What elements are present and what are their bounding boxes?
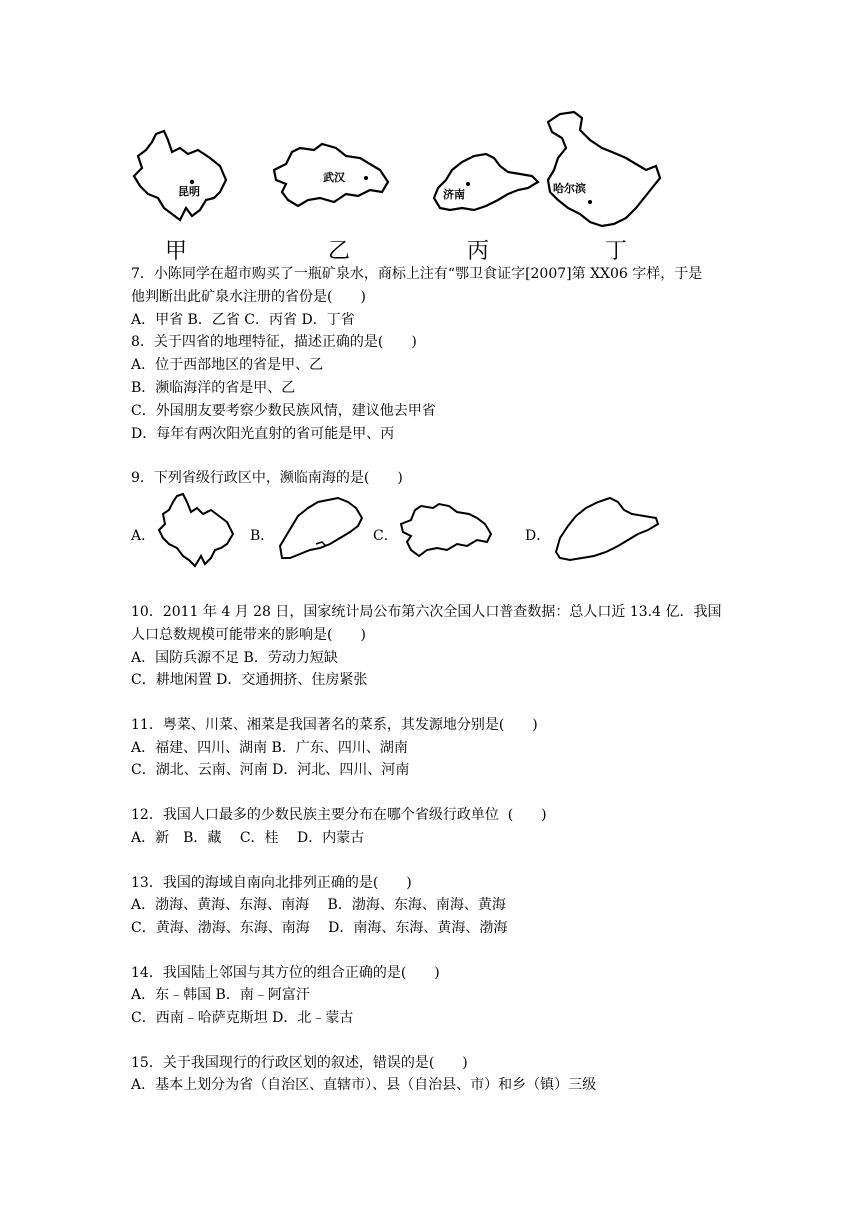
- q9-map-c-hubei: [397, 500, 495, 562]
- q14-options-ab: A．东﹣韩国 B．南﹣阿富汗: [131, 987, 310, 1003]
- q7-line2: 他判断出此矿泉水注册的省份是( ): [131, 289, 366, 305]
- shandong-map-bing: [428, 148, 543, 218]
- q9-letter-d: D．: [525, 528, 551, 544]
- map-label-jia: 甲: [165, 239, 188, 264]
- q10-options-cd: C．耕地闲置 D．交通拥挤、住房紧张: [131, 672, 368, 688]
- q7-options: A．甲省 B．乙省 C．丙省 D．丁省: [131, 312, 355, 328]
- q14-options-cd: C．西南﹣哈萨克斯坦 D．北﹣蒙古: [131, 1010, 354, 1026]
- q10-options-ab: A．国防兵源不足 B．劳动力短缺: [131, 650, 338, 666]
- map-label-ding: 丁: [605, 239, 628, 264]
- q13-options-cd: C．黄海、渤海、东海、南海 D．南海、东海、黄海、渤海: [131, 920, 508, 936]
- q9-letter-a: A．: [131, 528, 156, 544]
- q8-stem: 8．关于四省的地理特征，描述正确的是( ): [131, 334, 417, 350]
- city-label-wuhan: 武汉: [323, 171, 345, 184]
- map-label-bing: 丙: [467, 239, 490, 264]
- q13-options-ab: A．渤海、黄海、东海、南海 B．渤海、东海、南海、黄海: [131, 897, 506, 913]
- heilongjiang-map-ding: [540, 108, 665, 233]
- q10-line2: 人口总数规模可能带来的影响是( ): [131, 627, 366, 643]
- q9-map-b-guangdong: [272, 494, 367, 564]
- q12-stem: 12．我国人口最多的少数民族主要分布在哪个省级行政单位 ( ): [131, 807, 547, 823]
- q13-stem: 13．我国的海域自南向北排列正确的是( ): [131, 875, 412, 891]
- yunnan-map-jia: [128, 128, 238, 228]
- city-label-harbin: 哈尔滨: [553, 182, 586, 195]
- q12-options: A．新 B．藏 C．桂 D．内蒙古: [131, 830, 365, 846]
- q11-options-cd: C．湖北、云南、河南 D．河北、四川、河南: [131, 762, 410, 778]
- q9-letter-c: C．: [373, 528, 398, 544]
- q11-options-ab: A．福建、四川、湖南 B．广东、四川、湖南: [131, 740, 408, 756]
- q14-stem: 14．我国陆上邻国与其方位的组合正确的是( ): [131, 965, 440, 981]
- q8-option-b: B．濒临海洋的省是甲、乙: [131, 380, 296, 396]
- q9-letter-b: B．: [250, 528, 275, 544]
- q8-option-d: D．每年有两次阳光直射的省可能是甲、丙: [131, 426, 395, 442]
- q9-map-a-yunnan: [155, 492, 240, 572]
- city-label-jinan: 济南: [443, 188, 465, 201]
- city-label-kunming: 昆明: [178, 185, 200, 198]
- q15-stem: 15．关于我国现行的行政区划的叙述，错误的是( ): [131, 1055, 468, 1071]
- q15-option-a: A．基本上划分为省（自治区、直辖市）、县（自治县、市）和乡（镇）三级: [131, 1077, 597, 1093]
- q7-line1: 7．小陈同学在超市购买了一瓶矿泉水，商标上注有“鄂卫食证字[2007]第 XX06 字样，于是: [131, 266, 703, 282]
- q11-stem: 11．粤菜、川菜、湘菜是我国著名的菜系，其发源地分别是( ): [131, 717, 538, 733]
- map-label-yi: 乙: [328, 239, 351, 264]
- q8-option-a: A．位于西部地区的省是甲、乙: [131, 357, 324, 373]
- q10-line1: 10．2011 年 4 月 28 日，国家统计局公布第六次全国人口普查数据：总人口近 13.4 亿．我国: [131, 604, 722, 620]
- q9-map-d-shandong: [552, 492, 662, 567]
- q8-option-c: C．外国朋友要考察少数民族风情，建议他去甲省: [131, 403, 436, 419]
- q9-stem: 9．下列省级行政区中，濒临南海的是( ): [131, 470, 403, 486]
